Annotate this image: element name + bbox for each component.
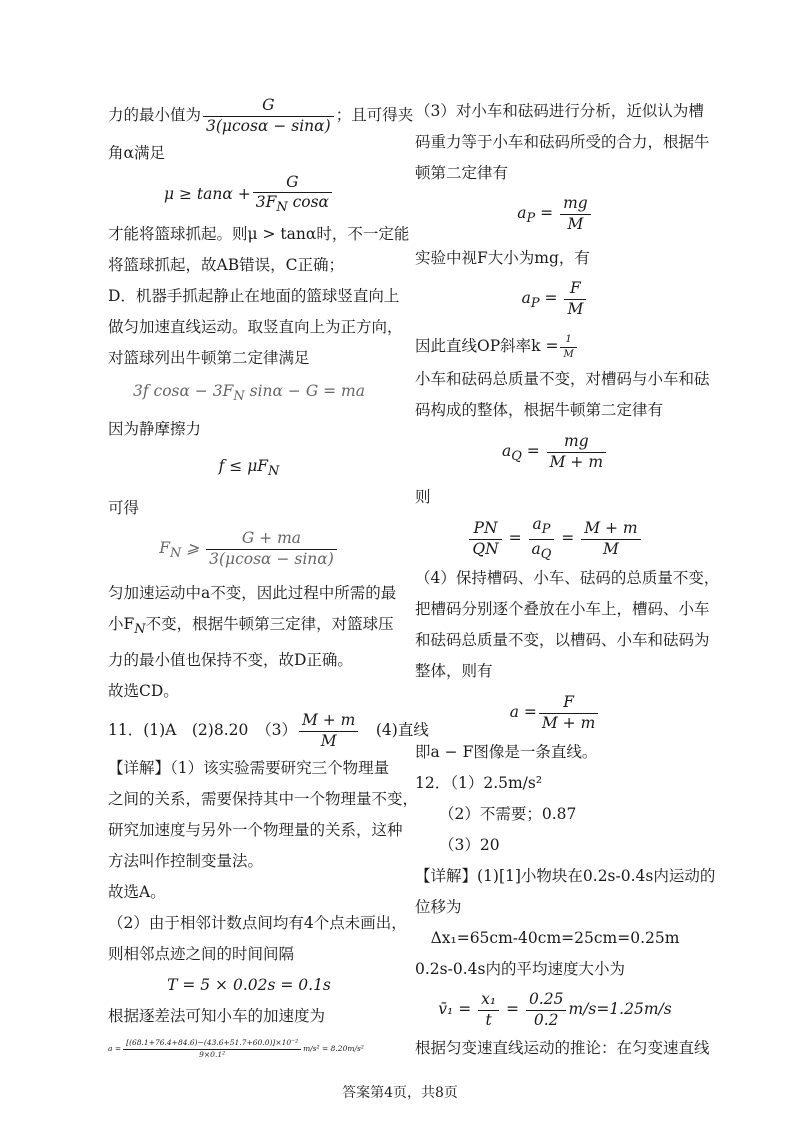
text-line: 【详解】（1）该实验需要研究三个物理量 <box>108 759 390 778</box>
numerator: mg <box>560 195 591 215</box>
text-run: 因此直线OP斜率k = <box>415 337 559 356</box>
text-line: （2）由于相邻计数点间均有4个点未画出， <box>108 914 407 933</box>
text-run: (4)直线 <box>360 721 429 740</box>
fraction <box>529 516 555 563</box>
subscript: N <box>276 200 288 216</box>
text-line: 根据匀变速直线运动的推论：在匀变速直线 <box>415 1039 710 1058</box>
fraction <box>526 991 567 1030</box>
formula: $\frac{PN}{QN}$ = $\frac{a_P}{a_Q}$ = $\frac{M + m}{M}$ <box>415 513 695 563</box>
text-line <box>108 92 414 138</box>
subscript: Q <box>511 449 522 465</box>
formula-part: ⩾ <box>181 539 205 558</box>
subscript: Q <box>540 546 552 562</box>
text-line: 即a − F图像是一条直线。 <box>415 743 598 762</box>
fraction <box>478 991 499 1030</box>
text-line: 码构成的整体，根据牛顿第二定律有 <box>415 401 664 420</box>
formula: Δx₁=65cm-40cm=25cm=0.25m <box>430 929 680 948</box>
formula-part: v̄₁ = <box>438 1000 472 1019</box>
numerator: G <box>203 97 334 117</box>
formula <box>108 524 390 578</box>
text-line: 顿第二定律有 <box>415 164 509 182</box>
formula <box>108 169 390 219</box>
formula-part: m/s=1.25m/s <box>568 1000 672 1019</box>
subscript: P <box>526 211 536 227</box>
numerator: [(68.1+76.4+84.6)−(43.6+51.7+60.0)]×10⁻² <box>123 1039 301 1050</box>
formula-part: a <box>501 442 512 461</box>
formula-part: f ≤ μF <box>218 457 269 476</box>
subscript: N <box>134 622 146 638</box>
subscript: N <box>169 546 182 562</box>
denominator: M <box>320 731 337 750</box>
formula-part: m/s² = 8.20m/s² <box>303 1044 364 1054</box>
formula <box>108 374 390 414</box>
formula-part: 3f cosα − 3F <box>132 382 234 400</box>
denominator: M <box>602 539 619 558</box>
numerator: G <box>253 174 332 194</box>
text-line: 码重力等于小车和砝码所受的合力，根据牛 <box>415 133 710 151</box>
fraction <box>469 520 501 559</box>
text-line: 小车和砝码总质量不变，对槽码与小车和砝 <box>415 370 710 389</box>
text-line <box>415 328 695 364</box>
formula: $a_Q$ = $\frac{mg}{M + m}$ <box>415 426 695 482</box>
denominator: 3(μcosα − sinα) <box>206 116 331 135</box>
formula <box>108 445 390 493</box>
denominator-text: 3F <box>255 193 277 212</box>
numerator: M + m <box>581 520 640 540</box>
fraction <box>560 334 576 360</box>
text-line: 匀加速运动中a不变，因此过程中所需的最 <box>108 584 397 603</box>
denominator-text: a <box>531 539 541 558</box>
fraction <box>539 694 598 733</box>
text-line: 实验中视F大小为mg，有 <box>415 249 590 268</box>
text-line: 因为静摩擦力 <box>108 420 202 439</box>
text-line: 整体，则有 <box>415 662 493 681</box>
text-line: 0.2s-0.4s内的平均速度大小为 <box>415 960 625 979</box>
subscript: N <box>268 464 280 480</box>
formula: v̄₁ = $\frac{\text{x₁}}{t}$ = $\frac{0.25}{0.2}$ m/s=1.25m/s <box>438 989 672 1029</box>
denominator: M <box>567 214 584 233</box>
fraction <box>299 712 358 751</box>
text-line: D．机器手抓起静止在地面的篮球竖直向上 <box>108 287 400 305</box>
fraction <box>123 1039 301 1059</box>
text-run: 小F <box>108 615 135 634</box>
text-line: 则 <box>415 488 431 507</box>
denominator: M <box>563 348 574 360</box>
text-run: 不变，根据牛顿第三定律，对篮球压 <box>145 615 394 634</box>
text-run: ；且可得夹 <box>335 106 414 124</box>
numerator: M + m <box>299 712 358 732</box>
denominator-text: cosα <box>287 193 330 212</box>
text-line: 将篮球抓起，故AB错误，C正确； <box>108 256 344 274</box>
fraction <box>564 280 586 319</box>
denominator: M + m <box>541 713 596 732</box>
fraction <box>206 530 337 569</box>
numerator: mg <box>547 433 606 453</box>
subscript: P <box>541 521 551 537</box>
fraction <box>581 520 640 559</box>
text-line: （3）对小车和砝码进行分析，近似认为槽 <box>415 102 704 120</box>
denominator: 3(μcosα − sinα) <box>209 549 334 568</box>
denominator: t <box>485 1010 492 1029</box>
denominator <box>529 540 555 563</box>
text-run: 11．(1)A (2)8.20 （3） <box>108 721 297 740</box>
text-line: 对篮球列出牛顿第二定律满足 <box>108 349 310 367</box>
formula: $a_P$ = $\frac{F}{M}$ <box>415 274 695 328</box>
answer-line <box>108 707 429 753</box>
fraction <box>547 433 606 472</box>
left-column <box>108 92 429 1066</box>
formula-part: sinα − G = ma <box>244 382 365 400</box>
numerator: F <box>564 280 586 300</box>
denominator: M <box>567 299 584 318</box>
text-line: 力的最小值也保持不变，故D正确。 <box>108 651 353 670</box>
subscript: P <box>530 296 540 312</box>
formula-part: a <box>517 204 527 222</box>
denominator: 9×0.1² <box>199 1049 226 1059</box>
text-line: 做匀加速直线运动。取竖直向上为正方向， <box>108 318 403 336</box>
text-line: 之间的关系，需要保持其中一个物理量不变， <box>108 790 419 809</box>
fraction <box>560 195 591 234</box>
denominator: 0.2 <box>533 1010 559 1029</box>
text-line: 故选CD。 <box>108 682 179 701</box>
formula <box>108 1032 390 1066</box>
right-column <box>415 96 720 1064</box>
numerator: PN <box>469 520 501 540</box>
text-line: 才能将篮球抓起。则μ > tanα时，不一定能 <box>108 225 410 243</box>
text-line: 方法叫作控制变量法。 <box>108 852 264 871</box>
formula <box>415 687 695 737</box>
formula-part: a <box>521 289 531 308</box>
numerator: F <box>539 694 598 714</box>
numerator: 1 <box>560 334 576 348</box>
fraction <box>203 97 334 136</box>
text-line: 可得 <box>108 499 140 518</box>
answer-line: （2）不需要；0.87 <box>439 805 577 824</box>
denominator: QN <box>472 539 499 558</box>
text-line: 位移为 <box>415 898 462 917</box>
answer-line: （3）20 <box>439 836 500 855</box>
fraction <box>253 174 332 217</box>
formula: $a_P$ = $\frac{mg}{M}$ <box>415 189 695 243</box>
formula-part: μ ≥ tanα + <box>163 185 251 203</box>
text-run: 力的最小值为 <box>108 106 202 124</box>
text-line <box>108 609 394 645</box>
denominator: M + m <box>549 452 604 471</box>
answer-line: 12．（1）2.5m/s² <box>415 774 543 793</box>
text-line: 和砝码总质量不变，以槽码、小车和砝码为 <box>415 631 710 650</box>
formula-part: a = <box>509 703 537 722</box>
numerator: x₁ <box>478 991 499 1011</box>
denominator <box>253 193 332 216</box>
formula-part: a = <box>108 1044 122 1054</box>
formula: T = 5 × 0.02s = 0.1s <box>167 976 331 995</box>
text-line: 【详解】(1)[1]小物块在0.2s-0.4s内运动的 <box>415 867 716 886</box>
numerator: 0.25 <box>526 991 567 1011</box>
text-line: 角α满足 <box>108 144 165 162</box>
text-line: 根据逐差法可知小车的加速度为 <box>108 1007 326 1026</box>
text-line: 故选A。 <box>108 883 166 902</box>
formula-part: F <box>159 539 170 558</box>
numerator-text: a <box>532 514 542 533</box>
text-line: （4）保持槽码、小车、砝码的总质量不变， <box>415 569 720 588</box>
numerator <box>529 516 555 540</box>
numerator: G + ma <box>206 530 337 550</box>
text-line: 则相邻点迹之间的时间间隔 <box>108 945 295 964</box>
text-line: 研究加速度与另外一个物理量的关系，这种 <box>108 821 403 840</box>
subscript: N <box>233 389 245 405</box>
text-line: 把槽码分别逐个叠放在小车上，槽码、小车 <box>415 600 710 619</box>
page-footer: 答案第4页，共8页 <box>342 1085 458 1101</box>
